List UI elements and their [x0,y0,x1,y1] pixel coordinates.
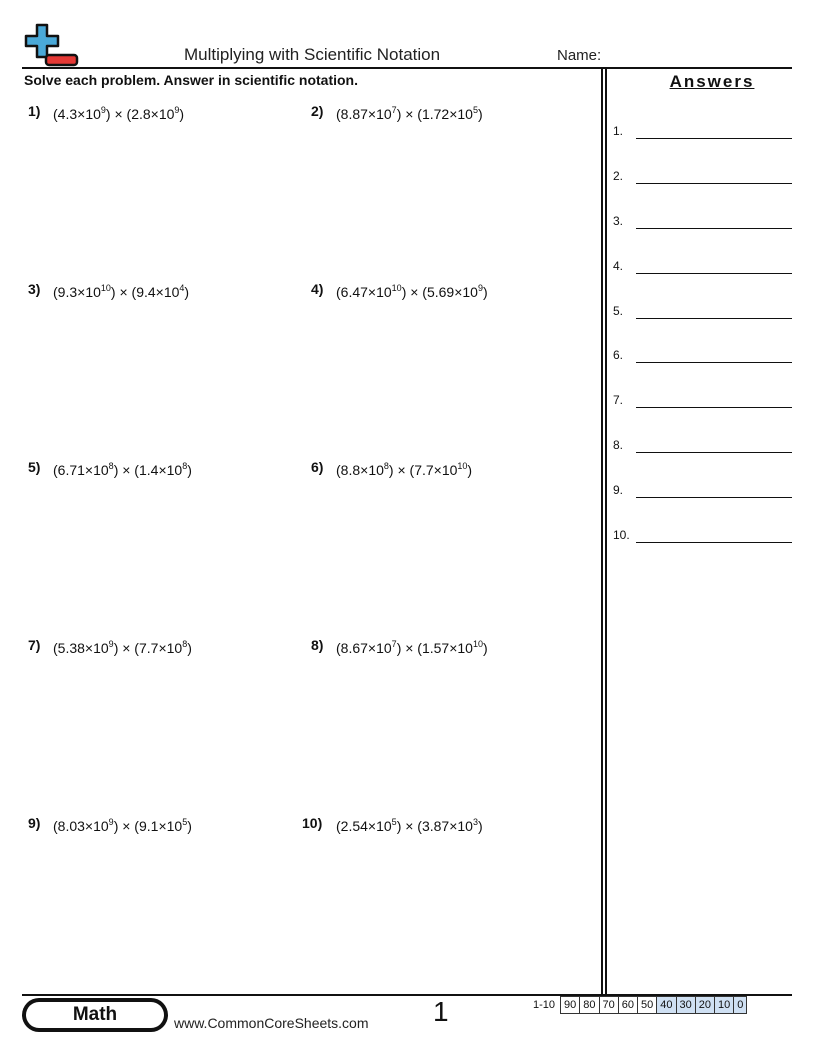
answer-row-2[interactable] [613,167,792,187]
subject-label: Math [26,1002,164,1028]
problem-number: 10) [302,815,323,831]
score-cell: 30 [676,997,695,1014]
answer-blank[interactable] [636,138,792,139]
score-cell: 0 [734,997,747,1014]
problem-expression: $(8.03\times 10^9) \times (9.1\times 10^5)$ [53,817,192,834]
answer-row-6[interactable] [613,346,792,366]
answer-number: 10. [613,528,630,542]
answer-blank[interactable] [636,542,792,543]
problem-expression: $(4.3\times 10^9) \times (2.8\times 10^9)$ [53,105,185,122]
answer-row-8[interactable] [613,436,792,456]
page-number: 1 [433,996,449,1027]
answer-row-9[interactable] [613,481,792,501]
score-cell: 70 [599,997,618,1014]
answer-blank[interactable] [636,407,792,408]
column-divider-right [605,68,607,994]
answer-number: 9. [613,483,624,497]
answer-row-3[interactable] [613,212,792,232]
answer-row-1[interactable] [613,122,792,142]
answer-number: 3. [613,214,624,228]
answer-number: 8. [613,438,624,452]
answer-number: 6. [613,348,624,362]
answer-number: 1. [613,124,624,138]
answer-number: 2. [613,169,624,183]
subject-badge [22,998,168,1032]
answer-blank[interactable] [636,273,792,274]
problem-number: 7) [28,637,41,653]
problem-number: 6) [311,459,324,475]
problem-expression: $(8.67\times 10^7) \times (1.57\times 10^{10})$ [336,639,488,656]
answer-blank[interactable] [636,497,792,498]
problem-expression: $(6.47\times 10^{10}) \times (5.69\times 10^9)$ [336,283,488,300]
answer-row-10[interactable] [613,526,792,546]
answer-row-4[interactable] [613,257,792,277]
answer-blank[interactable] [636,228,792,229]
problem-expression: $(6.71\times 10^8) \times (1.4\times 10^8)$ [53,461,192,478]
problem-expression: $(8.87\times 10^7) \times (1.72\times 10^5)$ [336,105,483,122]
logo-plus-minus-icon [22,22,80,68]
score-cell: 80 [580,997,599,1014]
problem-number: 3) [28,281,41,297]
problem-expression: $(5.38\times 10^9) \times (7.7\times 10^8)$ [53,639,192,656]
problem-expression: $(8.8\times 10^8) \times (7.7\times 10^{10})$ [336,461,473,478]
score-cell: 60 [618,997,637,1014]
problem-number: 2) [311,103,324,119]
score-cell: 40 [657,997,676,1014]
answer-number: 4. [613,259,624,273]
answer-blank[interactable] [636,452,792,453]
problem-number: 9) [28,815,41,831]
column-divider-left [601,68,603,994]
score-range: 1-10 [533,999,556,1011]
answer-number: 7. [613,393,624,407]
answer-blank[interactable] [636,362,792,363]
problem-number: 1) [28,103,41,119]
score-cell: 90 [561,997,580,1014]
score-table [530,996,747,1014]
score-cell: 20 [695,997,714,1014]
answer-blank[interactable] [636,318,792,319]
worksheet-title: Multiplying with Scientific Notation [184,45,441,64]
problem-expression: $(2.54\times 10^5) \times (3.87\times 10^3)$ [336,817,483,834]
answer-number: 5. [613,304,624,318]
answer-row-5[interactable] [613,302,792,322]
problem-number: 8) [311,637,324,653]
answers-heading: Answers [669,72,755,91]
score-cell: 10 [715,997,734,1014]
score-cell: 50 [638,997,657,1014]
name-label: Name: [557,47,602,64]
answer-row-7[interactable] [613,391,792,411]
header-divider [22,67,792,69]
answer-blank[interactable] [636,183,792,184]
website-link[interactable]: www.CommonCoreSheets.com [174,1015,369,1031]
problem-number: 5) [28,459,41,475]
problem-number: 4) [311,281,324,297]
instructions: Solve each problem. Answer in scientific notation. [24,72,358,88]
problem-expression: $(9.3\times 10^{10}) \times (9.4\times 10^4)$ [53,283,190,300]
